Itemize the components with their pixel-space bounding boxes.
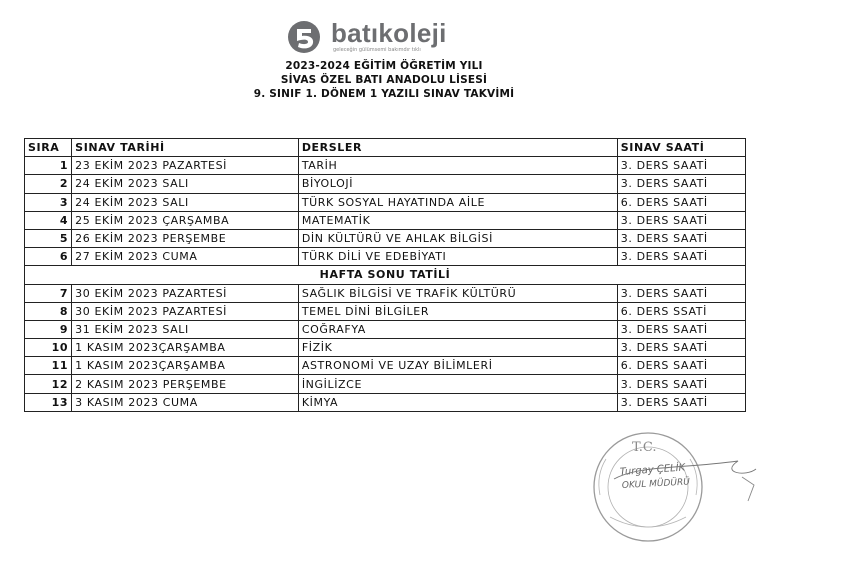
schedule-rows-week1 bbox=[25, 157, 746, 266]
header-sira: SIRA bbox=[25, 139, 72, 157]
row-date: 31 EKİM 2023 SALI bbox=[72, 320, 299, 338]
header-date: SINAV TARİHİ bbox=[72, 139, 299, 157]
row-lesson: KİMYA bbox=[298, 393, 617, 411]
row-number: 9 bbox=[25, 320, 72, 338]
row-time: 6. DERS SSATİ bbox=[617, 302, 745, 320]
row-date: 30 EKİM 2023 PAZARTESİ bbox=[72, 302, 299, 320]
table-row bbox=[25, 393, 746, 411]
title-year: 2023-2024 EĞİTİM ÖĞRETİM YILI bbox=[285, 60, 483, 72]
weekend-break-row bbox=[25, 266, 746, 284]
logo-mark-icon bbox=[287, 20, 327, 54]
row-lesson: FİZİK bbox=[298, 339, 617, 357]
table-row bbox=[25, 320, 746, 338]
table-row bbox=[25, 357, 746, 375]
row-time: 3. DERS SAATİ bbox=[617, 284, 745, 302]
table-header-row bbox=[25, 139, 746, 157]
row-lesson: ASTRONOMİ VE UZAY BİLİMLERİ bbox=[298, 357, 617, 375]
row-time: 6. DERS SAATİ bbox=[617, 193, 745, 211]
official-seal-signature bbox=[570, 425, 770, 545]
row-date: 3 KASIM 2023 CUMA bbox=[72, 393, 299, 411]
row-date: 23 EKİM 2023 PAZARTESİ bbox=[72, 157, 299, 175]
row-number: 12 bbox=[25, 375, 72, 393]
row-lesson: TEMEL DİNİ BİLGİLER bbox=[298, 302, 617, 320]
row-number: 3 bbox=[25, 193, 72, 211]
row-time: 3. DERS SAATİ bbox=[617, 320, 745, 338]
table-row bbox=[25, 157, 746, 175]
row-time: 6. DERS SAATİ bbox=[617, 357, 745, 375]
row-time: 3. DERS SAATİ bbox=[617, 393, 745, 411]
row-number: 7 bbox=[25, 284, 72, 302]
row-date: 24 EKİM 2023 SALI bbox=[72, 193, 299, 211]
row-date: 30 EKİM 2023 PAZARTESİ bbox=[72, 284, 299, 302]
row-number: 10 bbox=[25, 339, 72, 357]
row-date: 25 EKİM 2023 ÇARŞAMBA bbox=[72, 211, 299, 229]
row-time: 3. DERS SAATİ bbox=[617, 229, 745, 247]
row-time: 3. DERS SAATİ bbox=[617, 248, 745, 266]
title-school: SİVAS ÖZEL BATI ANADOLU LİSESİ bbox=[280, 74, 488, 86]
row-lesson: COĞRAFYA bbox=[298, 320, 617, 338]
row-time: 3. DERS SAATİ bbox=[617, 211, 745, 229]
table-row bbox=[25, 211, 746, 229]
row-lesson: MATEMATİK bbox=[298, 211, 617, 229]
row-lesson: SAĞLIK BİLGİSİ VE TRAFİK KÜLTÜRÜ bbox=[298, 284, 617, 302]
table-row bbox=[25, 175, 746, 193]
row-time: 3. DERS SAATİ bbox=[617, 375, 745, 393]
signature-name: Turgay ÇELİK bbox=[619, 462, 686, 478]
row-date: 27 EKİM 2023 CUMA bbox=[72, 248, 299, 266]
seal-top-text: T.C. bbox=[632, 440, 657, 455]
table-row bbox=[25, 339, 746, 357]
table-row bbox=[25, 229, 746, 247]
schedule-rows-week2 bbox=[25, 284, 746, 411]
table-row bbox=[25, 284, 746, 302]
row-date: 1 KASIM 2023ÇARŞAMBA bbox=[72, 339, 299, 357]
document-titles bbox=[0, 59, 768, 101]
row-number: 4 bbox=[25, 211, 72, 229]
table-row bbox=[25, 302, 746, 320]
row-number: 2 bbox=[25, 175, 72, 193]
header-time: SINAV SAATİ bbox=[617, 139, 745, 157]
row-date: 2 KASIM 2023 PERŞEMBE bbox=[72, 375, 299, 393]
table-row bbox=[25, 375, 746, 393]
row-lesson: DİN KÜLTÜRÜ VE AHLAK BİLGİSİ bbox=[298, 229, 617, 247]
row-lesson: TÜRK SOSYAL HAYATINDA AİLE bbox=[298, 193, 617, 211]
row-number: 13 bbox=[25, 393, 72, 411]
title-schedule: 9. SINIF 1. DÖNEM 1 YAZILI SINAV TAKVİMİ bbox=[253, 88, 515, 100]
exam-schedule-table bbox=[24, 138, 746, 412]
signature-title: OKUL MÜDÜRÜ bbox=[621, 477, 691, 491]
weekend-break-label: HAFTA SONU TATİLİ bbox=[25, 266, 746, 284]
row-number: 8 bbox=[25, 302, 72, 320]
row-number: 1 bbox=[25, 157, 72, 175]
table-row bbox=[25, 248, 746, 266]
row-date: 26 EKİM 2023 PERŞEMBE bbox=[72, 229, 299, 247]
row-number: 11 bbox=[25, 357, 72, 375]
row-lesson: BİYOLOJİ bbox=[298, 175, 617, 193]
school-logo bbox=[287, 20, 447, 56]
logo-name: batıkoleji bbox=[331, 18, 447, 48]
row-time: 3. DERS SAATİ bbox=[617, 157, 745, 175]
row-lesson: TARİH bbox=[298, 157, 617, 175]
table-row bbox=[25, 193, 746, 211]
row-time: 3. DERS SAATİ bbox=[617, 175, 745, 193]
row-number: 5 bbox=[25, 229, 72, 247]
row-lesson: İNGİLİZCE bbox=[298, 375, 617, 393]
logo-tagline: geleceğin gülümsemi bakımdır tıklı bbox=[333, 47, 421, 53]
row-time: 3. DERS SAATİ bbox=[617, 339, 745, 357]
row-lesson: TÜRK DİLİ VE EDEBİYATI bbox=[298, 248, 617, 266]
row-number: 6 bbox=[25, 248, 72, 266]
row-date: 24 EKİM 2023 SALI bbox=[72, 175, 299, 193]
row-date: 1 KASIM 2023ÇARŞAMBA bbox=[72, 357, 299, 375]
header-lesson: DERSLER bbox=[298, 139, 617, 157]
